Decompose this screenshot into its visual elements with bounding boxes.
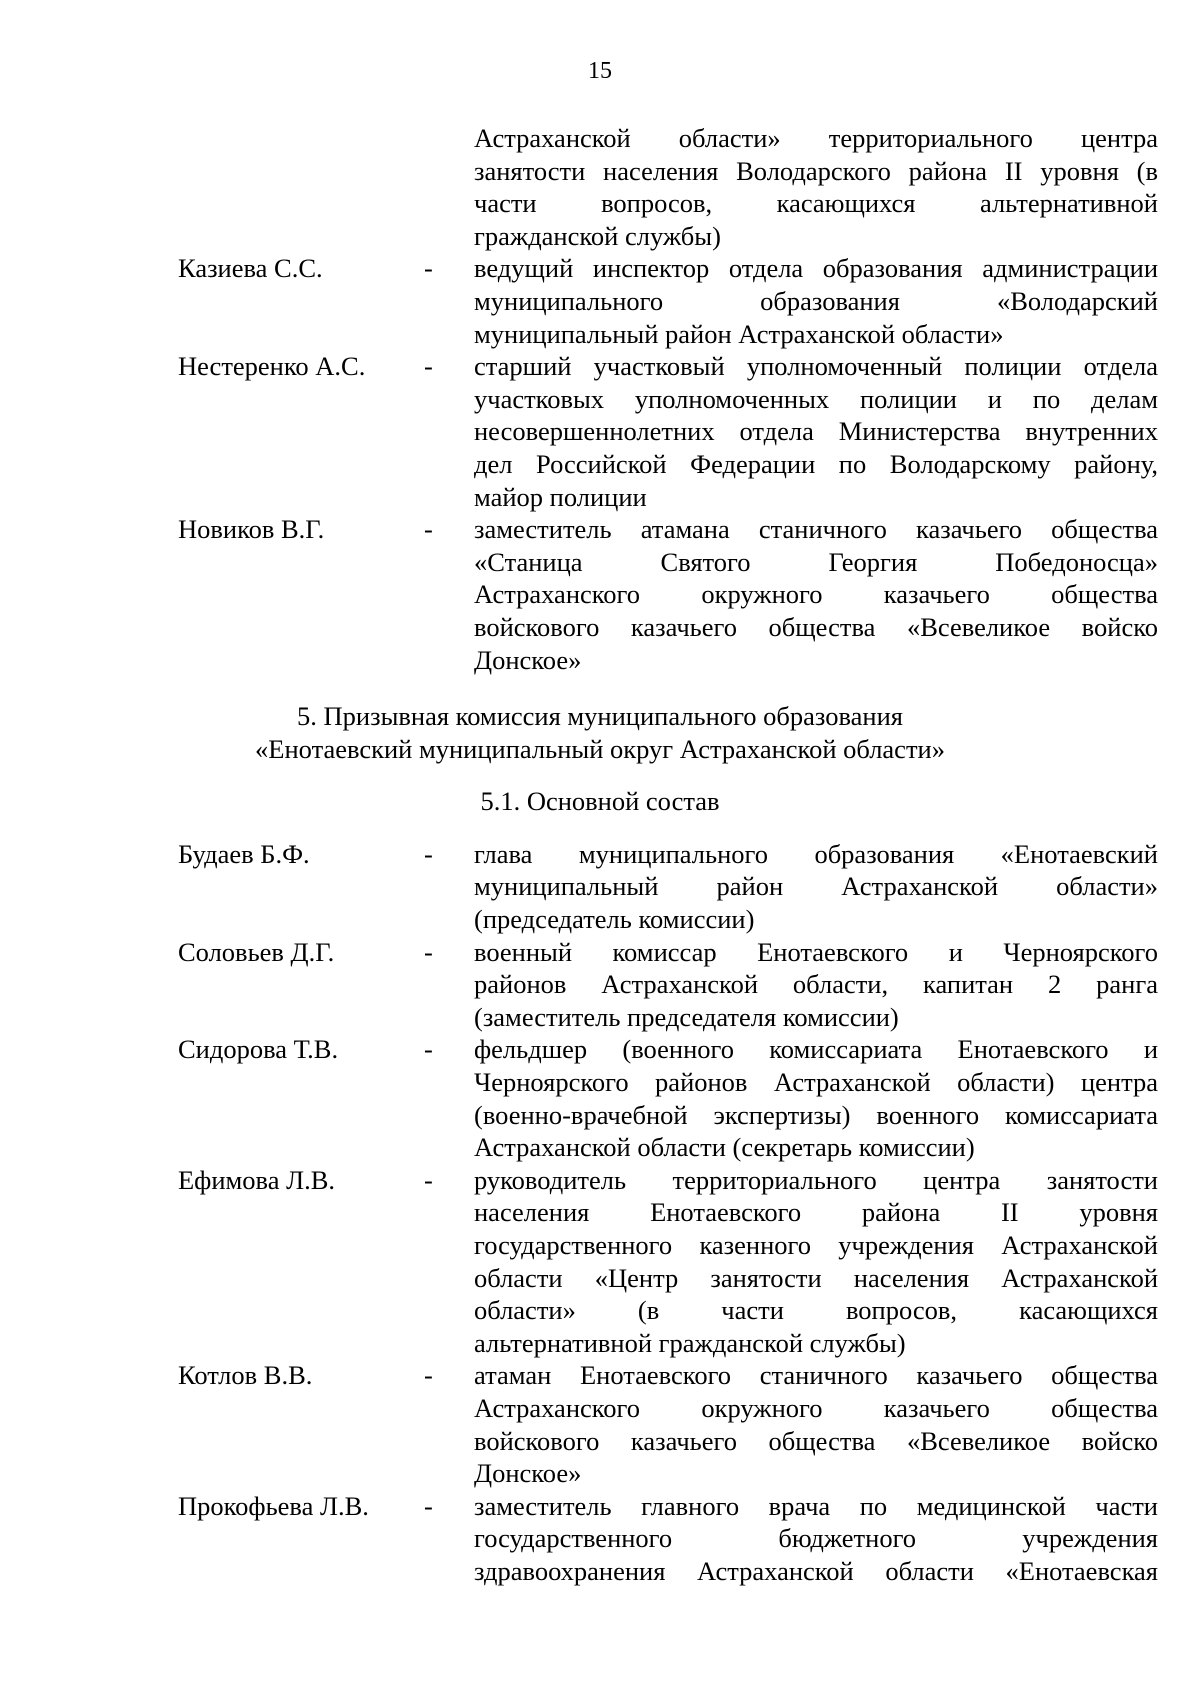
text-line: военный комиссар Енотаевского и Черноярского (474, 936, 1158, 967)
member-name: Прокофьева Л.В. (178, 1490, 369, 1521)
member-name: Ефимова Л.В. (178, 1164, 336, 1195)
text-line: области» (в части вопросов, касающихся (474, 1295, 1158, 1326)
member-description (474, 936, 1158, 1034)
text-line: здравоохранения Астраханской области «Енотаевская (474, 1555, 1158, 1586)
member-name: Нестеренко А.С. (178, 351, 366, 382)
text-line: Донское» (474, 1458, 582, 1489)
continuation-text (474, 122, 1158, 252)
text-line: части вопросов, касающихся альтернативной (474, 188, 1158, 219)
member-description (474, 513, 1158, 676)
member-entry (178, 513, 1158, 676)
member-entry (178, 1164, 1158, 1360)
text-line: населения Енотаевского района II уровня (474, 1197, 1158, 1228)
text-line: участковых уполномоченных полиции и по делам (474, 383, 1158, 414)
text-line: войскового казачьего общества «Всевеликое войско (474, 1425, 1158, 1456)
member-description (474, 1164, 1158, 1360)
text-line: Донское» (474, 644, 582, 675)
member-entry (178, 350, 1158, 513)
member-entry (178, 838, 1158, 936)
member-dash: - (424, 1034, 433, 1065)
text-line: ведущий инспектор отдела образования администрации (474, 253, 1158, 284)
member-entry (178, 1490, 1158, 1588)
member-dash: - (424, 936, 433, 967)
text-line: дел Российской Федерации по Володарскому району, (474, 448, 1158, 479)
text-line: муниципальный район Астраханской области» (474, 871, 1158, 902)
text-line: муниципальный район Астраханской области» (474, 318, 1004, 349)
text-line: старший участковый уполномоченный полиции отдела (474, 351, 1158, 382)
text-line: Астраханской области (секретарь комиссии) (474, 1132, 975, 1163)
text-line: «Станица Святого Георгия Победоносца» (474, 546, 1158, 577)
member-dash: - (424, 1164, 433, 1195)
member-name: Котлов В.В. (178, 1360, 313, 1391)
text-line: гражданской службы) (474, 220, 721, 251)
document-body (178, 122, 1158, 1588)
text-line: Черноярского районов Астраханской области) центра (474, 1067, 1158, 1098)
text-line: (заместитель председателя комиссии) (474, 1001, 899, 1032)
subsection-title: 5.1. Основной состав (480, 786, 720, 817)
member-description (474, 252, 1158, 350)
member-dash: - (424, 351, 433, 382)
text-line: государственного казенного учреждения Астраханской (474, 1230, 1158, 1260)
text-line: Астраханской области» территориального центра (474, 123, 1158, 153)
text-line: атаман Енотаевского станичного казачьего общества (474, 1360, 1158, 1391)
section-title (0, 700, 1200, 765)
section-title-line: 5. Призывная комиссия муниципального образования (297, 701, 903, 732)
member-dash: - (424, 514, 433, 545)
text-line: районов Астраханской области, капитан 2 ранга (474, 969, 1158, 1000)
member-entry (178, 252, 1158, 350)
text-line: глава муниципального образования «Енотаевский (474, 838, 1158, 869)
member-dash: - (424, 1490, 433, 1521)
member-dash: - (424, 1360, 433, 1391)
text-line: (председатель комиссии) (474, 904, 755, 935)
text-line: муниципального образования «Володарский (474, 285, 1158, 316)
member-dash: - (424, 838, 433, 869)
member-description (474, 350, 1158, 513)
member-description (474, 1033, 1158, 1163)
text-line: Астраханского окружного казачьего общества (474, 1392, 1158, 1423)
text-line: войскового казачьего общества «Всевеликое войско (474, 611, 1158, 642)
text-line: занятости населения Володарского района II уровня (в (474, 155, 1158, 186)
text-line: заместитель атамана станичного казачьего общества (474, 514, 1158, 545)
text-line: фельдшер (военного комиссариата Енотаевского и (474, 1034, 1158, 1065)
member-description (474, 1490, 1158, 1588)
text-line: Астраханского окружного казачьего общества (474, 579, 1158, 610)
member-name: Новиков В.Г. (178, 514, 325, 545)
text-line: альтернативной гражданской службы) (474, 1327, 906, 1358)
text-line: (военно-врачебной экспертизы) военного комиссариата (474, 1099, 1158, 1130)
member-entry (178, 1033, 1158, 1163)
member-entry (178, 936, 1158, 1034)
member-dash: - (424, 253, 433, 284)
text-line: руководитель территориального центра занятости (474, 1164, 1158, 1195)
member-name: Соловьев Д.Г. (178, 936, 335, 967)
text-line: несовершеннолетних отдела Министерства внутренних (474, 416, 1158, 447)
page-number: 15 (588, 58, 612, 84)
text-line: заместитель главного врача по медицинской части (474, 1490, 1158, 1521)
member-name: Сидорова Т.В. (178, 1034, 339, 1065)
text-line: области «Центр занятости населения Астраханской (474, 1262, 1158, 1293)
member-entry (178, 1359, 1158, 1489)
section-title-line: «Енотаевский муниципальный округ Астраханской области» (255, 733, 945, 764)
member-name: Казиева С.С. (178, 253, 323, 284)
member-name: Будаев Б.Ф. (178, 838, 310, 869)
text-line: государственного бюджетного учреждения (474, 1523, 1158, 1554)
member-description (474, 838, 1158, 936)
text-line: майор полиции (474, 481, 647, 512)
member-description (474, 1359, 1158, 1489)
